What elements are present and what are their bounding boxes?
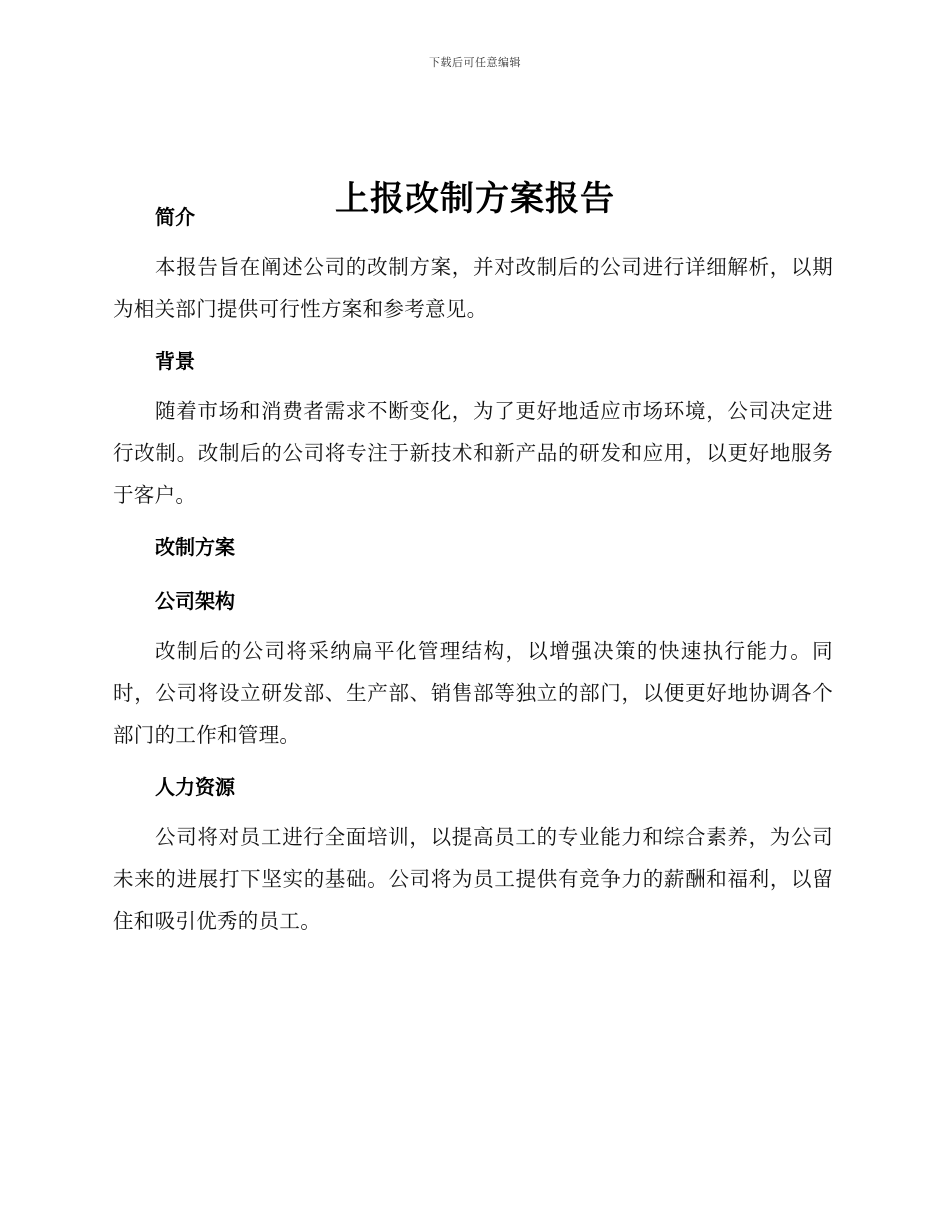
document-title: 上报改制方案报告 xyxy=(335,178,615,219)
header-note: 下载后可任意编辑 xyxy=(429,56,521,69)
hr-paragraph: 公司将对员工进行全面培训，以提高员工的专业能力和综合素养，为公司未来的进展打下坚实的基础。公司将为员工提供有竞争力的薪酬和福利，以留住和吸引优秀的员工。 xyxy=(113,825,833,933)
intro-paragraph: 本报告旨在阐述公司的改制方案，并对改制后的公司进行详细解析，以期为相关部门提供可行性方案和参考意见。 xyxy=(113,255,833,321)
structure-paragraph: 改制后的公司将采纳扁平化管理结构，以增强决策的快速执行能力。同时，公司将设立研发部、生产部、销售部等独立的部门，以便更好地协调各个部门的工作和管理。 xyxy=(113,639,833,747)
plan-heading: 改制方案 xyxy=(155,535,235,559)
hr-heading: 人力资源 xyxy=(155,775,235,799)
structure-heading: 公司架构 xyxy=(155,589,235,613)
background-paragraph: 随着市场和消费者需求不断变化，为了更好地适应市场环境，公司决定进行改制。改制后的公司将专注于新技术和新产品的研发和应用，以更好地服务于客户。 xyxy=(113,399,833,507)
background-heading: 背景 xyxy=(155,349,195,373)
document-body xyxy=(113,202,833,942)
intro-heading: 简介 xyxy=(155,205,195,229)
